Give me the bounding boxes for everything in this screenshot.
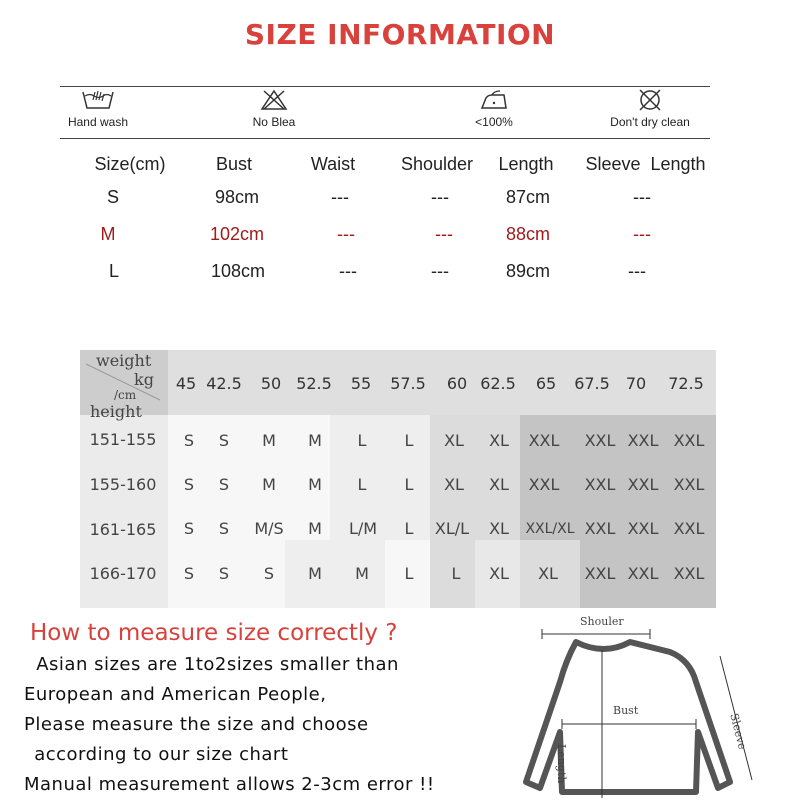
row-bust: 98cm (214, 187, 259, 207)
row-waist: --- (337, 224, 355, 244)
size-cell: M (262, 431, 276, 450)
care-no-bleach (234, 88, 314, 129)
size-cell: XL (489, 564, 509, 583)
care-iron (454, 88, 534, 129)
size-cell: XXL (673, 431, 705, 450)
corner-height: height (90, 402, 142, 421)
row-length: 87cm (505, 187, 550, 207)
row-length: 88cm (505, 224, 550, 244)
weight-header: 67.5 (574, 374, 610, 393)
row-sleeve: --- (628, 261, 646, 281)
how-to-heading: How to measure size correctly ? (30, 620, 398, 646)
size-cell: XL (489, 431, 509, 450)
note-line: Please measure the size and choose (24, 714, 369, 735)
size-cell: L (404, 475, 414, 494)
size-cell: XXL (627, 431, 659, 450)
care-no-dry-clean (600, 88, 700, 129)
note-line: European and American People, (24, 684, 327, 705)
size-cell: S (218, 519, 230, 538)
header-sleeve-length: Sleeve Length (585, 154, 706, 174)
row-waist: --- (339, 261, 357, 281)
size-cell: XXL (673, 519, 705, 538)
note-line: Manual measurement allows 2-3cm error !! (24, 774, 435, 795)
header-size: Size(cm) (94, 154, 166, 174)
header-length: Length (498, 154, 554, 174)
row-waist: --- (331, 187, 349, 207)
row-sleeve: --- (633, 224, 651, 244)
row-sleeve: --- (633, 187, 651, 207)
row-bust: 102cm (209, 224, 265, 244)
hand-wash-icon (81, 88, 115, 112)
iron-icon (478, 88, 510, 112)
size-cell: XXL/XL (525, 521, 575, 537)
care-label: Hand wash (67, 115, 129, 129)
weight-header: 72.5 (668, 374, 704, 393)
size-cell: S (183, 519, 195, 538)
size-cell: L (357, 475, 367, 494)
size-cell: XL (538, 564, 558, 583)
size-cell: L (451, 564, 461, 583)
corner-cm: /cm (114, 388, 137, 402)
size-cell: L (404, 519, 414, 538)
row-bust: 108cm (210, 261, 266, 281)
size-cell: M (308, 519, 322, 538)
size-cell: XXL (584, 475, 616, 494)
row-shoulder: --- (431, 261, 449, 281)
label-length: Length (555, 744, 568, 784)
size-cell: S (183, 431, 195, 450)
weight-header: 62.5 (480, 374, 516, 393)
label-shoulder: Shouler (580, 615, 624, 628)
size-cell: XL/L (434, 519, 470, 538)
size-cell: XXL (673, 564, 705, 583)
note-line: according to our size chart (28, 744, 289, 765)
height-label: 166-170 (89, 564, 157, 583)
weight-header: 55 (350, 374, 372, 393)
size-cell: XL (489, 519, 509, 538)
size-cell: M (308, 475, 322, 494)
row-size: L (108, 261, 119, 281)
header-bust: Bust (215, 154, 253, 174)
size-cell: L (404, 564, 414, 583)
note-line: Asian sizes are 1to2sizes smaller than (30, 654, 399, 675)
label-bust: Bust (613, 704, 639, 717)
size-cell: XXL (673, 475, 705, 494)
size-cell: XXL (627, 475, 659, 494)
row-shoulder: --- (431, 187, 449, 207)
height-label: 155-160 (89, 475, 157, 494)
size-cell: XXL (627, 564, 659, 583)
weight-header: 45 (175, 374, 197, 393)
size-cell: XL (489, 475, 509, 494)
size-cell: M (308, 431, 322, 450)
row-shoulder: --- (435, 224, 453, 244)
header-shoulder: Shoulder (400, 154, 474, 174)
size-cell: S (183, 564, 195, 583)
weight-header: 42.5 (206, 374, 242, 393)
care-hand-wash (58, 88, 138, 129)
corner-kg: kg (134, 370, 154, 389)
care-label: No Blea (252, 115, 296, 129)
size-cell: XXL (627, 519, 659, 538)
row-length: 89cm (505, 261, 550, 281)
size-cell: M (355, 564, 369, 583)
size-cell: S (183, 475, 195, 494)
row-size: S (106, 187, 119, 207)
weight-header: 60 (446, 374, 468, 393)
size-cell: L (404, 431, 414, 450)
size-cell: XXL (584, 431, 616, 450)
size-cell: XXL (528, 431, 560, 450)
size-cell: L/M (348, 519, 378, 538)
size-cell: S (218, 431, 230, 450)
row-size: M (100, 224, 116, 244)
height-label: 151-155 (89, 430, 157, 449)
care-label: Don't dry clean (610, 115, 690, 129)
size-cell: XXL (584, 519, 616, 538)
header-waist: Waist (310, 154, 356, 174)
divider-top (60, 86, 710, 87)
weight-header: 57.5 (390, 374, 426, 393)
care-label: <100% (475, 115, 513, 129)
size-cell: S (263, 564, 275, 583)
size-cell: L (357, 431, 367, 450)
weight-header: 52.5 (296, 374, 332, 393)
size-cell: XL (444, 431, 464, 450)
size-cell: XXL (584, 564, 616, 583)
size-cell: XL (444, 475, 464, 494)
weight-height-chart (80, 350, 716, 608)
size-cell: M/S (254, 519, 284, 538)
no-dry-clean-icon (636, 88, 664, 112)
size-cell: XXL (528, 475, 560, 494)
size-cell: M (262, 475, 276, 494)
weight-header: 65 (535, 374, 557, 393)
label-sleeve: Sleeve (727, 712, 749, 751)
height-label: 161-165 (89, 520, 157, 539)
no-bleach-icon (259, 88, 289, 112)
corner-weight: weight (96, 351, 152, 370)
weight-header: 70 (625, 374, 647, 393)
size-cell: M (308, 564, 322, 583)
divider-bottom (60, 138, 710, 139)
page-title: SIZE INFORMATION (244, 18, 556, 51)
size-cell: S (218, 564, 230, 583)
weight-header: 50 (260, 374, 282, 393)
size-cell: S (218, 475, 230, 494)
